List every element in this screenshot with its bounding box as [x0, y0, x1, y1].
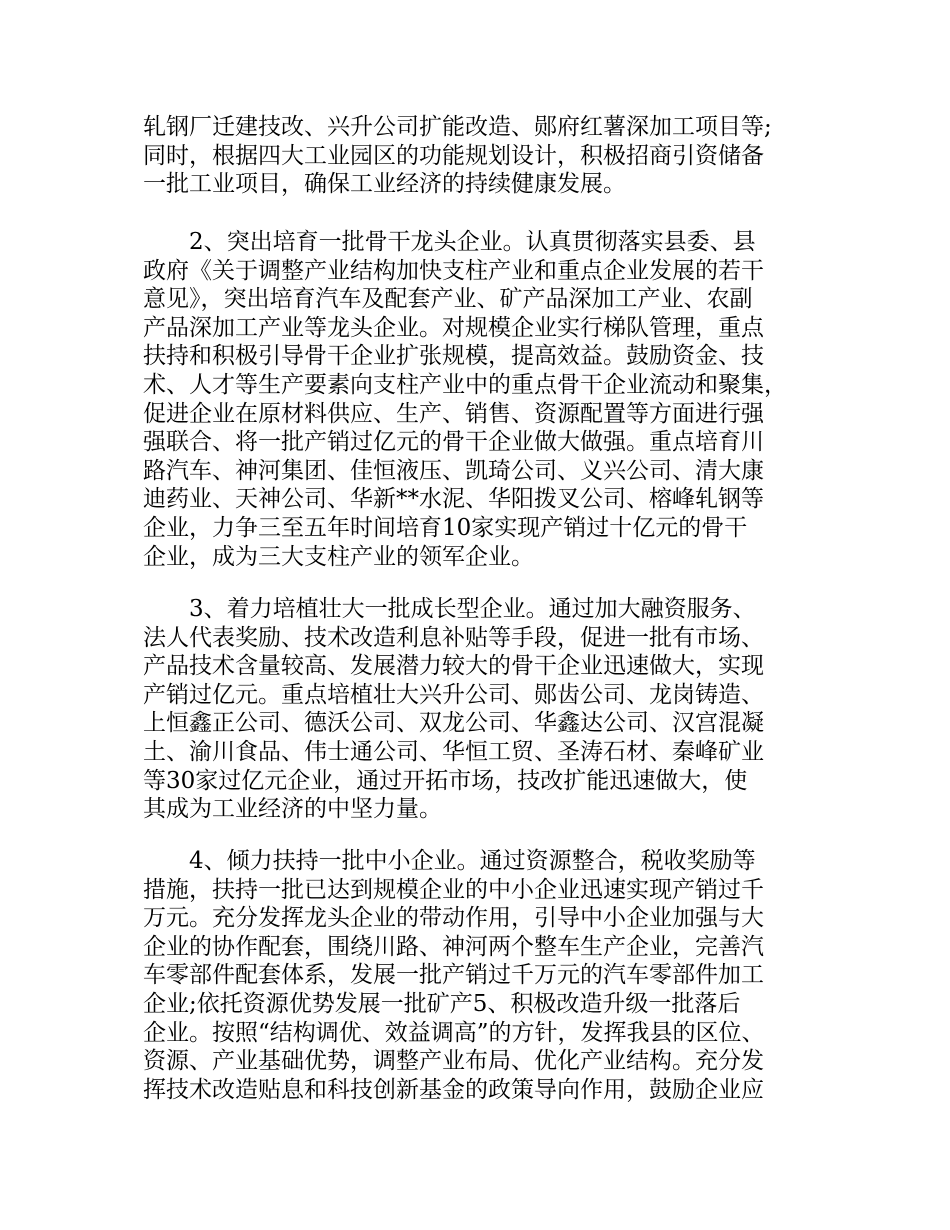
- text-line: 企业;依托资源优势发展一批矿产5、积极改造升级一批落后: [143, 990, 741, 1017]
- paragraph-3: [143, 595, 823, 824]
- text-line: 2、突出培育一批骨干龙头企业。认真贯彻落实县委、县: [189, 229, 756, 255]
- text-line: 上恒鑫正公司、德沃公司、双龙公司、华鑫达公司、汉宫混凝: [143, 710, 764, 737]
- text-line: 企业。按照“结构调优、效益调高”的方针，发挥我县的区位、: [143, 1019, 765, 1046]
- text-line: 同时，根据四大工业园区的功能规划设计，积极招商引资储备: [143, 142, 764, 169]
- text-line: 意见》，突出培育汽车及配套产业、矿产品深加工产业、农副: [143, 286, 753, 313]
- text-line: 其成为工业经济的中坚力量。: [143, 796, 442, 823]
- text-line: 一批工业项目，确保工业经济的持续健康发展。: [143, 171, 626, 198]
- text-line: 4、倾力扶持一批中小企业。通过资源整合，税收奖励等: [189, 848, 756, 874]
- text-line: 轧钢厂迁建技改、兴升公司扩能改造、郧府红薯深加工项目等;: [143, 114, 772, 140]
- text-line: 强联合、将一批产销过亿元的骨干企业做大做强。重点培育川: [143, 429, 764, 456]
- text-line: 企业的协作配套，围绕川路、神河两个整车生产企业，完善汽: [143, 933, 764, 960]
- text-line: 企业，成为三大支柱产业的领军企业。: [143, 543, 534, 570]
- text-line: 路汽车、神河集团、佳恒液压、凯琦公司、义兴公司、清大康: [143, 457, 764, 484]
- text-line: 资源、产业基础优势，调整产业布局、优化产业结构。充分发: [143, 1048, 764, 1075]
- text-line: 土、渝川食品、伟士通公司、华恒工贸、圣涛石材、秦峰矿业: [143, 738, 764, 765]
- paragraph-4: [143, 847, 823, 1104]
- text-line: 迪药业、天神公司、华新**水泥、华阳拨叉公司、榕峰轧钢等: [143, 486, 764, 513]
- text-line: 法人代表奖励、技术改造利息补贴等手段，促进一批有市场、: [143, 624, 764, 651]
- text-line: 挥技术改造贴息和科技创新基金的政策导向作用，鼓励企业应: [143, 1076, 764, 1103]
- text-line: 产销过亿元。重点培植壮大兴升公司、郧齿公司、龙岗铸造、: [143, 681, 764, 708]
- text-line: 等30家过亿元企业，通过开拓市场，技改扩能迅速做大，使: [143, 767, 748, 794]
- text-line: 扶持和积极引导骨干企业扩张规模，提高效益。鼓励资金、技: [143, 343, 764, 370]
- text-line: 产品深加工产业等龙头企业。对规模企业实行梯队管理，重点: [143, 314, 764, 341]
- text-line: 车零部件配套体系，发展一批产销过千万元的汽车零部件加工: [143, 962, 764, 989]
- text-line: 万元。充分发挥龙头企业的带动作用，引导中小企业加强与大: [143, 905, 764, 932]
- text-line: 措施，扶持一批已达到规模企业的中小企业迅速实现产销过千: [143, 876, 764, 903]
- text-line: 术、人才等生产要素向支柱产业中的重点骨干企业流动和聚集，: [143, 371, 787, 398]
- text-line: 政府《关于调整产业结构加快支柱产业和重点企业发展的若干: [143, 257, 764, 284]
- text-line: 企业，力争三至五年时间培育10家实现产销过十亿元的骨干: [143, 514, 748, 541]
- text-line: 产品技术含量较高、发展潜力较大的骨干企业迅速做大，实现: [143, 653, 764, 680]
- paragraph-2: [143, 228, 823, 571]
- text-line: 促进企业在原材料供应、生产、销售、资源配置等方面进行强: [143, 400, 764, 427]
- text-line: 3、着力培植壮大一批成长型企业。通过加大融资服务、: [189, 596, 756, 622]
- paragraph-continued: [143, 113, 823, 199]
